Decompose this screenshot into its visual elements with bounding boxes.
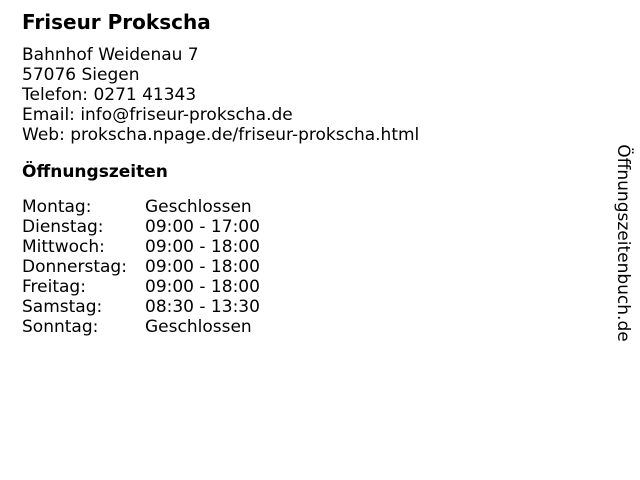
hours-row xyxy=(22,317,640,337)
hours-value: 09:00 - 18:00 xyxy=(145,237,260,257)
web-value: prokscha.npage.de/friseur-prokscha.html xyxy=(70,125,420,145)
email-value: info@friseur-prokscha.de xyxy=(80,105,293,125)
hours-row xyxy=(22,217,640,237)
day-label: Freitag: xyxy=(22,277,86,297)
hours-value: Geschlossen xyxy=(145,197,252,217)
phone-label: Telefon: xyxy=(22,85,89,105)
day-label: Montag: xyxy=(22,197,92,217)
address-block xyxy=(22,45,640,145)
hours-value: 09:00 - 18:00 xyxy=(145,277,260,297)
email-label: Email: xyxy=(22,105,75,125)
hours-table xyxy=(22,197,640,337)
hours-value: 09:00 - 18:00 xyxy=(145,257,260,277)
address-line-city: 57076 Siegen xyxy=(22,65,140,85)
hours-row xyxy=(22,297,640,317)
day-label: Donnerstag: xyxy=(22,257,127,277)
site-watermark: Öffnungszeitenbuch.de xyxy=(613,144,633,342)
hours-value: 09:00 - 17:00 xyxy=(145,217,260,237)
web-label: Web: xyxy=(22,125,65,145)
web-line xyxy=(22,125,640,145)
hours-row xyxy=(22,257,640,277)
page-title: Friseur Prokscha xyxy=(22,10,211,34)
email-line xyxy=(22,105,640,125)
phone-line xyxy=(22,85,640,105)
day-label: Mittwoch: xyxy=(22,237,105,257)
hours-value: Geschlossen xyxy=(145,317,252,337)
address-line-street: Bahnhof Weidenau 7 xyxy=(22,45,199,65)
day-label: Sonntag: xyxy=(22,317,99,337)
hours-row xyxy=(22,197,640,217)
day-label: Samstag: xyxy=(22,297,103,317)
hours-row xyxy=(22,237,640,257)
hours-row xyxy=(22,277,640,297)
hours-heading: Öffnungszeiten xyxy=(22,162,168,182)
hours-value: 08:30 - 13:30 xyxy=(145,297,260,317)
phone-value: 0271 41343 xyxy=(93,85,197,105)
day-label: Dienstag: xyxy=(22,217,104,237)
